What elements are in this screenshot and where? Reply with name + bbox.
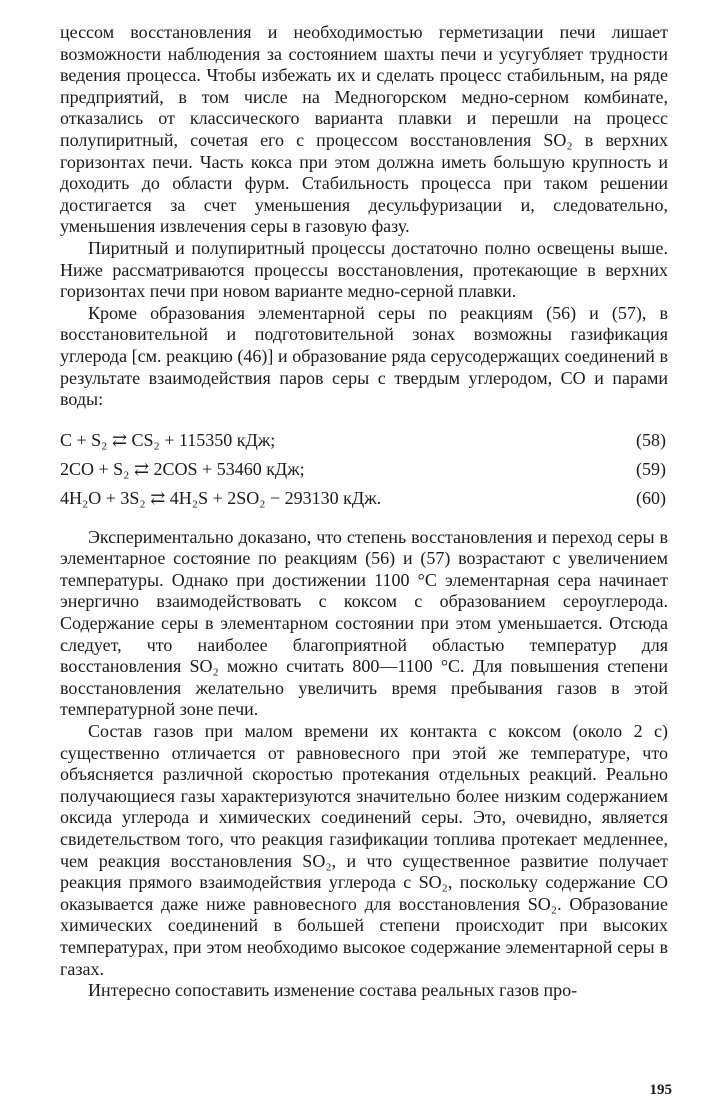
paragraph-continuation: цессом восстановления и необходимостью герметизации печи лишает возможности наблюдения за состоянием шахты печи и усугубляет трудности ведения процесса. Чтобы избежать их и сделать процесс стабильным, на ряде предприятий, в том числе на Медногорском медно-серном комбинате, отказались от классического варианта плавки и перешли на процесс полупиритный, сочетая его с процессом восстановления SO₂ в верхних горизонтах печи. Часть кокса при этом должна иметь большую крупность и доходить до области фурм. Стабильность процесса при таком решении достигается за счет уменьшения десульфуризации и, следовательно, уменьшения извлечения серы в газовую фазу. <box>60 22 668 237</box>
equation-formula: 4H₂O + 3S₂ ⇄ 4H₂S + 2SO₂ − 293130 кДж. <box>60 487 382 508</box>
paragraph-experimental: Экспериментально доказано, что степень восстановления и переход серы в элементарное состояние по реакциям (56) и (57) возрастают с увеличением температуры. Однако при достижении 1100 °C элементарная сера начинает энергично взаимодействовать с коксом с образованием сероуглерода. Содержание серы в элементарном состоянии при этом уменьшается. Отсюда следует, что наиболее благоприятной областью температур для восстановления SO₂ можно считать 800—1100 °C. Для повышения степени восстановления желательно увеличить время пребывания газов в этой температурной зоне печи. <box>60 526 668 720</box>
equation-60 <box>60 484 668 513</box>
paragraph-gas-composition: Состав газов при малом времени их контакта с коксом (около 2 с) существенно отличается от равновесного при этой же температуре, что объясняется различной скоростью протекания отдельных реакций. Реально получающиеся газы характеризуются значительно более низким содержанием оксида углерода и химических соединений серы. Это, очевидно, является свидетельством того, что реакция газификации топлива протекает медленнее, чем реакция восстановления SO₂, и что существенное развитие получает реакция прямого взаимодействия углерода с SO₂, поскольку содержание CO оказывается даже ниже равновесного для восстановления SO₂. Образование химических соединений в большей степени происходит при высоких температурах, при этом необходимо высокое содержание элементарной серы в газах. <box>60 721 668 979</box>
equation-58 <box>60 426 668 455</box>
equation-formula: C + S₂ ⇄ CS₂ + 115350 кДж; <box>60 429 276 450</box>
equation-number: (58) <box>636 429 666 450</box>
paragraph-comparison: Интересно сопоставить изменение состава реальных газов про- <box>88 980 578 1001</box>
equation-59 <box>60 455 668 484</box>
equation-number: (60) <box>636 487 666 508</box>
equation-formula: 2CO + S₂ ⇄ 2COS + 53460 кДж; <box>60 458 305 479</box>
equation-block <box>60 426 668 513</box>
paragraph-pyrite-processes: Пиритный и полупиритный процессы достаточно полно освещены выше. Ниже рассматриваются процессы восстановления, протекающие в верхних горизонтах печи при новом варианте медно-серной плавки. <box>60 237 668 302</box>
page-body <box>60 22 668 1002</box>
equation-number: (59) <box>636 458 666 479</box>
paragraph-elemental-sulfur: Кроме образования элементарной серы по реакциям (56) и (57), в восстановительной и подготовительной зонах возможны газификация углерода [см. реакцию (46)] и образование ряда серусодержащих соединений в результате взаимодействия паров серы с твердым углеродом, CO и парами воды: <box>60 302 668 410</box>
page-number: 195 <box>649 1082 672 1098</box>
